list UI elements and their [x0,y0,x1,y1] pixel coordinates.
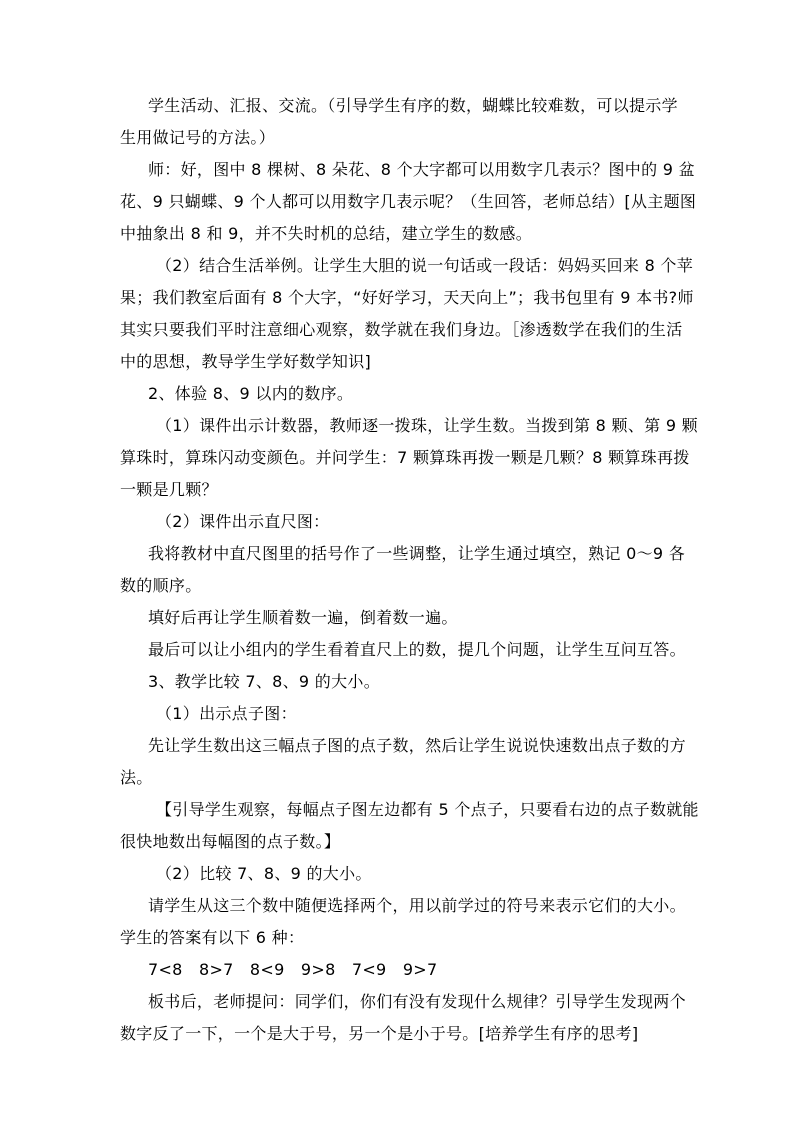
text-line: （1）课件出示计数器，教师逐一拨珠，让学生数。当拨到第 8 颗、第 9 颗 [156,416,698,435]
text-line: 板书后，老师提问：同学们，你们有没有发现什么规律？引导学生发现两个 [148,992,686,1011]
text-line: 中的思想，教导学生学好数学知识] [120,352,372,371]
text-line: 学生的答案有以下 6 种： [120,928,305,947]
text-line: （2）课件出示直尺图： [156,512,330,531]
text-line: 数的顺序。 [120,576,202,595]
text-line: 学生活动、汇报、交流。（引导学生有序的数，蝴蝶比较难数，可以提示学 [148,96,678,115]
text-line: 请学生从这三个数中随便选择两个，用以前学过的符号来表示它们的大小。 [148,896,686,915]
text-line: 【引导学生观察，每幅点子图左边都有 5 个点子，只要看右边的点子数就能 [156,800,699,819]
text-line: （2）比较 7、8、9 的大小。 [156,864,372,883]
text-line: 最后可以让小组内的学生看着直尺上的数，提几个问题，让学生互问互答。 [148,640,686,659]
text-line: 7<8 8>7 8<9 9>8 7<9 9>7 [148,960,438,979]
text-line: 数字反了一下，一个是大于号，另一个是小于号。[培养学生有序的思考] [120,1024,639,1043]
text-line: 花、9 只蝴蝶、9 个人都可以用数字几表示呢？（生回答，老师总结）[从主题图 [120,192,697,211]
text-line: 一颗是几颗？ [120,480,218,499]
text-line: 先让学生数出这三幅点子图的点子数，然后让学生说说快速数出点子数的方 [148,736,686,755]
text-line: 其实只要我们平时注意细心观察，数学就在我们身边。［渗透数学在我们的生活 [120,320,683,339]
text-line: 中抽象出 8 和 9，并不失时机的总结，建立学生的数感。 [120,224,533,243]
text-line: （1）出示点子图： [156,704,297,723]
text-line: 我将教材中直尺图里的括号作了一些调整，让学生通过填空，熟记 0～9 各 [148,544,686,563]
text-line: 3、教学比较 7、8、9 的大小。 [148,672,380,691]
text-line: 师：好，图中 8 棵树、8 朵花、8 个大字都可以用数字几表示？图中的 9 盆 [148,160,695,179]
text-line: 算珠时，算珠闪动变颜色。并问学生：7 颗算珠再拨一颗是几颗？8 颗算珠再拨 [120,448,690,467]
text-line: 填好后再让学生顺着数一遍，倒着数一遍。 [148,608,458,627]
text-line: 很快地数出每幅图的点子数。】 [120,832,341,851]
text-line: 生用做记号的方法。） [120,128,276,147]
text-line: （2）结合生活举例。让学生大胆的说一句话或一段话：妈妈买回来 8 个苹 [156,256,694,275]
text-line: 果；我们教室后面有 8 个大字，“好好学习，天天向上”；我书包里有 9 本书?师 [120,288,694,307]
text-line: 法。 [120,768,153,787]
text-line: 2、体验 8、9 以内的数序。 [148,384,354,403]
